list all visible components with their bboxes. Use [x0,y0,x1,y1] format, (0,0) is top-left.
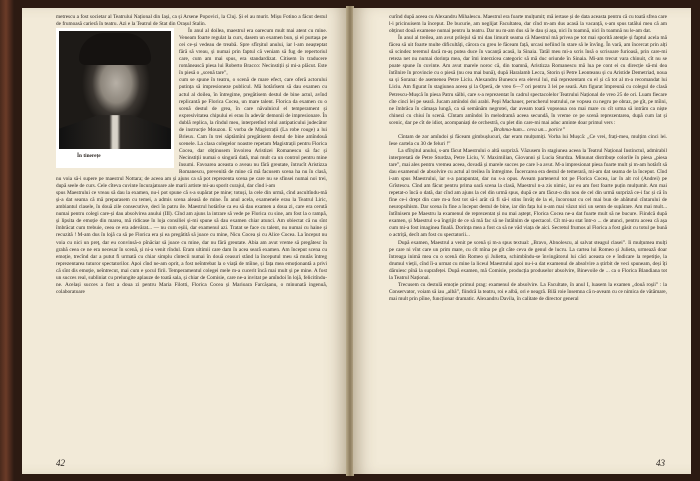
left-paragraph-top [56,14,327,28]
quoted-verse: „Brahma-hum... ceva un... porice” [490,126,566,133]
left-page [22,8,347,474]
portrait-image [59,31,171,149]
right-paragraph: Trecusem cu destulă emoție primul prag: examenul de absolvire. La Facultate, în anul I, luasem la examen „două roșii” : la Conservator, voiam să iau „albă”, fiindcă la teatru, roi e albă, ori e neagră. Bilă roie însemna că n-aveam cu ce nimica de vătămare, mai mult prin pîine, funcționar dramatic. Alexandru Davila, în calitate de director general [389,281,667,302]
text-line: de Stat din Orașul Stalin. [152,21,207,28]
left-paragraph: cum se spune în teatru, o scenă de mare efect, care oferă actorului putința să impresioneze publicul. Mă hotărîsem să dau examen cu actul al doilea, în întregime, pregătisem destul de bine actul, avînd replicantă pe Florica Cocea, un mare talent. Florica da examen cu o scenă destul de grea, în care năvalnicul el temperament și expresivitatea chipului ei erau în adevăr demonii de impresionare. În dublă replica, la rîndul meu, interpretînd rolul antipaticului judecător de instrucție Mouzon. E vorba de Magistrații (La robe rouge) a lui Brieux. Cam în trei săptămîni pregătisem destul de bine amîndouă scenele. La clasa colegelor noastre repetam Magistrații pentru Florica Cocea, dar obținusem învoirea Aristizei Romanescu să fac și Necinstiții numai o singură dată, mai mult ca un control pentru mine însumi. Favoarea aceasta o aveau nu fără greutate, întrucît Aristizza Romanescu, prevenită de mine că mă facusem scena ha nu în clasă, nu voia să-i supere pe maestrul Nottara; de aceea am și ajuns ca să pot reprezenta scena pe care nu se sfinsei numai noi trei, după seele de curs. Cele cîteva cuvinte încurajatoare ale marii artiste mi-au sporit curajul, dar cînd i-am [56,77,327,190]
portrait-photo [56,28,174,168]
left-paragraph: În anul al doilea, maestrul era oarecum mult mai atent cu mine. Veneam foarte regulat la curs, dasem un examen bun, și el purtașa pe cei ce-și vedeau de treabă. Spre sfîrșitul anului, iar l-am neașteptat fără să vreau, și numai prin faptul că veniam să fug de repertoriul care, cum am mai spus, era standardizat. Citisem în traducere românească piesa lui Roberto Bracco: Necinstiții și mi-a plăcut. Este în piesă o „scenă tare”, [179,28,327,77]
right-paragraph: După examen, Maestrul a venit pe scenă și m-a spus textual: „Bravo, Abnolescu, al salvat steagul clasei”. Ii mulțumea mulți pe care ni vînt care un prim mare, cu cît mîna pe gît căte ceva de genul de lucru. La cartea lui Romeo și Julieta, urmează doar întreaga inimă mea cu o scenă din Romeo și Julietta, schimbîndu-se învingătorul lui căci aceasta ce e îndicare la repetiție, la drumul vieții, cînd îi-a urmat cu mine la liceul Maestrului apoi nu-i-a dat examenul de absolvire a știrbit de veci spuneam, deși îți dăruiesc pînă la suprafeței. După examen, mă Comisie, producția produselor absolvire, Binevoile de ... ca o Florica Blandiana tot la Teatrul Național. [389,239,667,281]
right-page-text [389,14,667,303]
text-line: Și el au murit. Mișu Fotino a făcut destul de frumoasă carieră în teatru. Azi e la Teatrul [56,14,327,28]
photo-caption: În tinerețe [77,153,101,160]
left-page-text [56,14,327,296]
right-page [353,8,691,474]
page-number: 42 [56,458,65,468]
right-paragraph: La sfîrșitul anului, s-am făcut Maestrului o altă surpriză. Văzusem în stagiunea aceea la Teatrul Național Instinctul, admirabil interpretată de Petre Sturdza, Petre Liciu, V. Maximilian, Giovanni și Lucia Sturdza. Minunat distribuțe colorile în piesa „piesa tare”, mai ales pentru vremea aceea, dovadă și marele succes pe care l-a avut. M-a impresionat piesa foarte mult și m-am hotărît să dau examenul de absolvire cu actul al treilea în întregime. Încercarea era destul de temerară, mi-am dat seama de la început. Cînd i-am spus Maestrului, iar s-a parapuntat, dar nu s-a opus. Aveam partenerul tot pe Florica Cocea, iar în alt rol (Andrei) pe Grîstescu. Cînd am făcut pentru prima oară scena la clasă, Maestrul n-a zis nimic, iar eu am fost foarte puțin mulțumit. Am mai repetat-o încă o dată, dar cînd am ajuns la cel din urmă spus, după ce am făcut-o din nou de cel din urmă surpriză ce-i fac și că în fine ce-i drept din care m-a fost tot să-i arăt că fi să-i stins învăț de la ei, încoronat cu cel mai bun de abătutul cîntarului de neuropsihism. Dar scena în fine a început destul de bine, iar din fața lui n-am mai văzut nici un semn de supărare. Am mai mult... întîlnisem pe Maestru la examenul de reprezentat și nu mai aștept, Florica Cocea ne-a dat foarte mult să ne bucure. Fiindcă după examen, și Maestrul s-a îngrijit de ce să mă fac să ne întâlnim de spectacol. Cît mi-au stat într-o ... de atunci, pentru aceea că așa cum mi-a fost imaginea finală. Dorința mea a fost ca să ne văd viața de aici. Secretul frumos al Florica a fost găsit cu totul pe bună o actriță, decît am fost cu spectatorii... [389,147,667,239]
text-line: metrescu a fost societar al Teatrului Național din Iași, ca și Arsene Popovici, la Cluj. [56,14,239,20]
left-paragraph: spus Maestrului ce vreau să dau la examen, nu-i pot spune că s-a supărat pe mine; totuși, la cele din urmă, cînd ascultîndu-mă și-a dat seama că mă preparasem cu temei, a admis scena aleasă de mine. În anul acela, examenele erau la Teatrul Liric, ambiantul clasele, în două zile consecutive, deci în patru ile. Maestrul hotărîse ca eu să dau examen a doua zi, care era cerută numai pentru colegi care-și dau absolvirea anului (III). Cînd am ajuns la intrare să vede pe Florica cu sine, am fost la o rampă, și lipsita de emoție din marea, mă ridicase în loja consiliei și-mi spune să dau examen chiar atunci. Am obiectat că nu sînt îmbrăcat cum trebuie, ceea ce era adevărat... — nu cum eșiii, dar examenul azi. Tratat se face cu talent, nu numai cu haine și recuzită ! M-am dus în lojă ca să pe Florica era și ea pregătită să joace cu mine, Nicu Cocea și cu Alice Cocea. La început nu voia cu nici un preț, dar eu convinsă-o pînăciar să joace cu mine, dar nu fără greutate. Abia am avut vreme să pregătesc în grabă ceea ce ne era necesar în scenă, și ni-a venit rîndul. Eram ultimii care dam în acea seară examen. Am început scena cu emoție, trecînd dar a putut fi urmată cu chiar simplu cîntecii numai în două ceasuri stând la începutul meu să mutăs întreg reprezentarea tuturor spectatorilor. Apoi cînd ne-am oprit, a fost neîntrebat la o viață de mîine, și fața mea emoționantă a privi că sînt dis emoție, neîntrecut, mai cum e șocul firii. Temperamentul colegei mele m-a cucerit încă mai mult și pe mine. A fost un succes real, subliniat cu prelungite aplauze de toată sala, și chiar de Comisie, care ne-a invitat pe amîndoi în lojă, felicitîndu-ne. Același succes a fost a doua zi pentru Maria Filotti, Florica Cocea și Marioara Farcășanu, o minunată ingenuă, colaboratoare [56,190,327,295]
page-number: 43 [656,458,665,468]
right-paragraph: Cîntam de zor amîndoi și făceam gimbușlucuri, dar eram mulțumiți. Vorba lui Mușcă: „Ce vrei, frați-meu, mulțim cinci lei. Iese cartela cu 30 de feluri !” [389,133,667,147]
right-paragraph: curînd după aceea cu Alexandru Mihalescu. Maestrul era foarte mulțumit; mă iertase și de data aceasta pentru că cu toată sfrea care l-i pricinuisem la început. De bucurie, am neglijat Facultatea, dar cînd m-am dus acasă la vacanță, s-am spus tatălui meu că am obținut două examene numai pentru la teatru. Dar nu m-am dus să le dau și așa, nici în toamnă, nici în toamnă nu le-am dat. [389,14,667,35]
right-paragraph: În anul al treilea, am avut prilejul să mi dau limurit seama că Maestrul mă privea pe tot mai sporită atenție și faptul acela mă făcea să uit foarte multe dificultăți, cărora cu greu le făceam față, urcasi nefiind în stare să le învîng. În vară, am încercat prin alți să scindez teremul dacă m-aș putea duce în vacanță acasă, la Sinaia. Tatăl meu mi-a scris însă o scrisoare furioasă, prin care-mi reteza net nu numai dorința mea, dar îmi interzicea categoric să mă duc oriunde în Sinaia. Mi-am trecut vara chinuit, cît nu se poate spune în cuvinte. Am avut marele noroc că, din toamnă, Aristizza Romanescu mă lua pe cont ei cu direcție să-mi dea întîlnire în provincie cu o piesă (nu cea mai bună), după Haralamb Lecca, Storin și Petre Leonteanu și cu Aristide Demetriad, noua sa și Sorana: de asemenea Petre Liciu. Alexandru Bunescu era elevul lui, mă reprezentam cu el și că tot al m-a recomandat lui Liciu. Am figurat în stagiunea aceea și la Operă, de vreo 6—7 ori pentru 3 lei pe seară. Am figurat împreună cu colegul de clasă Petrescu-Mușcă în piesa Patru sălbi, care s-a reprezentat în cadrul spectacolelor Teatrului Național de vreo 25 de ori. Luam fiecare cîte cinci lei pe seară. Jucam amîndoi doi arabi. Pepi Machauer, perucherul teatrului, ne vopsea cu negru pe obraz, pe gît, pe mîini, ne îmbrăca în cămașa lungă, ca să semănăm negrotei, dar aveam toată vopseaua cea mai mare cu cît urma să intrăm ca niște chinezi cu chiui în scenă. Cîntam amîndoi în melodramă aceea secundă, în vreme ce pe scenă reprezentarea, după cum lat și scenic, dar pe cît de idiot, acompaniați de orchestră, cu plet din care-mi mai aduc aminte doar primul vers : [389,35,667,126]
